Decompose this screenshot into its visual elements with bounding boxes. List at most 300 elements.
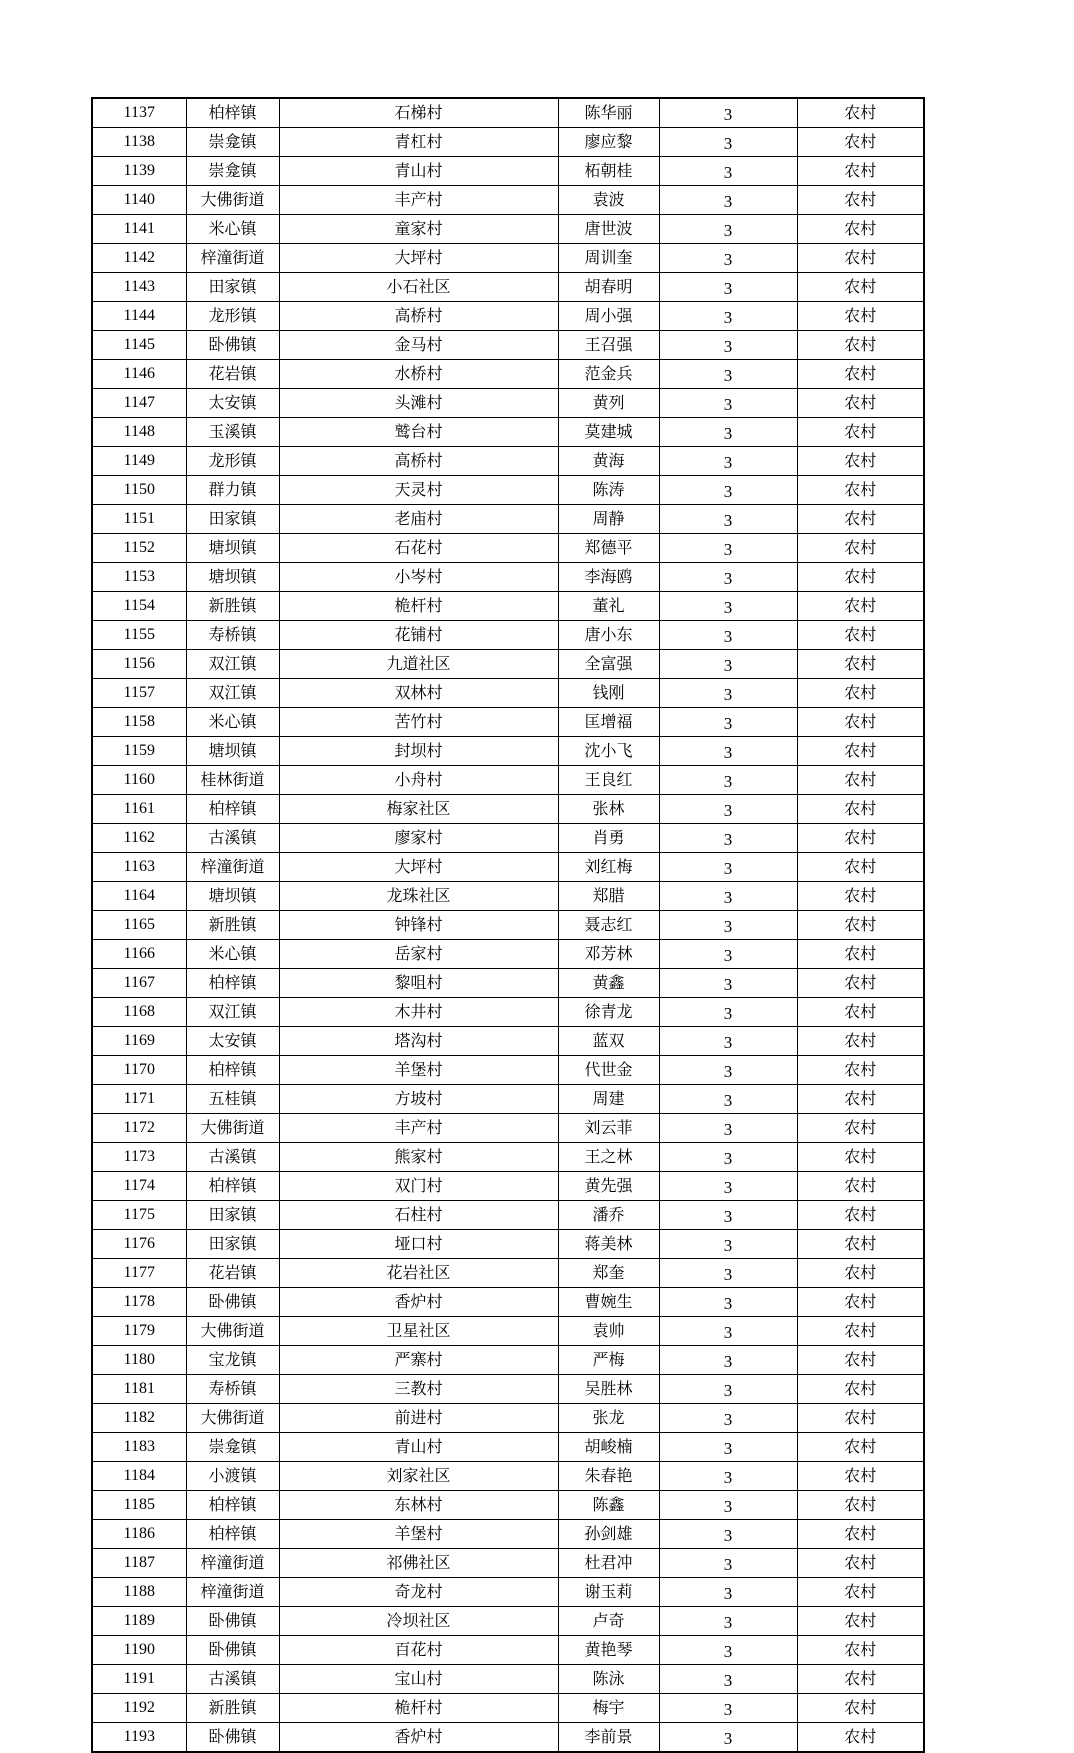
row-number-cell: 1145: [92, 331, 186, 360]
table-row: [92, 1317, 924, 1346]
village-cell: 大坪村: [279, 853, 558, 882]
row-number-cell: 1183: [92, 1433, 186, 1462]
table-row: [92, 360, 924, 389]
town-cell: 塘坝镇: [186, 534, 279, 563]
type-cell: 农村: [797, 940, 924, 969]
table-row: [92, 186, 924, 215]
town-cell: 卧佛镇: [186, 1723, 279, 1753]
name-cell: 陈涛: [558, 476, 659, 505]
name-cell: 沈小飞: [558, 737, 659, 766]
village-cell: 廖家村: [279, 824, 558, 853]
count-cell: 3: [659, 998, 797, 1027]
type-cell: 农村: [797, 128, 924, 157]
town-cell: 米心镇: [186, 708, 279, 737]
village-cell: 香炉村: [279, 1723, 558, 1753]
type-cell: 农村: [797, 302, 924, 331]
type-cell: 农村: [797, 1201, 924, 1230]
table-row: [92, 302, 924, 331]
town-cell: 崇龛镇: [186, 128, 279, 157]
row-number-cell: 1175: [92, 1201, 186, 1230]
type-cell: 农村: [797, 360, 924, 389]
count-cell: 3: [659, 302, 797, 331]
type-cell: 农村: [797, 766, 924, 795]
type-cell: 农村: [797, 244, 924, 273]
row-number-cell: 1144: [92, 302, 186, 331]
village-cell: 鹫台村: [279, 418, 558, 447]
table-row: [92, 476, 924, 505]
table-row: [92, 650, 924, 679]
row-number-cell: 1167: [92, 969, 186, 998]
table-row: [92, 244, 924, 273]
table-row: [92, 505, 924, 534]
name-cell: 梅宇: [558, 1694, 659, 1723]
count-cell: 3: [659, 98, 797, 128]
type-cell: 农村: [797, 98, 924, 128]
village-cell: 头滩村: [279, 389, 558, 418]
type-cell: 农村: [797, 679, 924, 708]
count-cell: 3: [659, 1549, 797, 1578]
name-cell: 袁波: [558, 186, 659, 215]
type-cell: 农村: [797, 882, 924, 911]
type-cell: 农村: [797, 737, 924, 766]
village-cell: 小岑村: [279, 563, 558, 592]
village-cell: 方坡村: [279, 1085, 558, 1114]
village-cell: 苦竹村: [279, 708, 558, 737]
type-cell: 农村: [797, 853, 924, 882]
name-cell: 孙剑雄: [558, 1520, 659, 1549]
table-row: [92, 1607, 924, 1636]
table-row: [92, 1085, 924, 1114]
village-cell: 青山村: [279, 157, 558, 186]
name-cell: 邓芳林: [558, 940, 659, 969]
type-cell: 农村: [797, 1172, 924, 1201]
town-cell: 柏梓镇: [186, 98, 279, 128]
name-cell: 钱刚: [558, 679, 659, 708]
town-cell: 柏梓镇: [186, 795, 279, 824]
type-cell: 农村: [797, 1520, 924, 1549]
town-cell: 柏梓镇: [186, 969, 279, 998]
table-row: [92, 447, 924, 476]
table-row: [92, 389, 924, 418]
table-row: [92, 1172, 924, 1201]
town-cell: 古溪镇: [186, 1143, 279, 1172]
row-number-cell: 1168: [92, 998, 186, 1027]
count-cell: 3: [659, 505, 797, 534]
count-cell: 3: [659, 882, 797, 911]
record-table-body: [92, 98, 924, 1752]
table-row: [92, 1143, 924, 1172]
village-cell: 丰产村: [279, 186, 558, 215]
village-cell: 龙珠社区: [279, 882, 558, 911]
table-row: [92, 1346, 924, 1375]
type-cell: 农村: [797, 1723, 924, 1753]
town-cell: 大佛街道: [186, 1317, 279, 1346]
count-cell: 3: [659, 824, 797, 853]
table-row: [92, 157, 924, 186]
count-cell: 3: [659, 1578, 797, 1607]
count-cell: 3: [659, 1317, 797, 1346]
name-cell: 张林: [558, 795, 659, 824]
town-cell: 龙形镇: [186, 447, 279, 476]
village-cell: 高桥村: [279, 447, 558, 476]
village-cell: 封坝村: [279, 737, 558, 766]
name-cell: 袁帅: [558, 1317, 659, 1346]
village-cell: 刘家社区: [279, 1462, 558, 1491]
town-cell: 宝龙镇: [186, 1346, 279, 1375]
type-cell: 农村: [797, 215, 924, 244]
town-cell: 塘坝镇: [186, 737, 279, 766]
town-cell: 塘坝镇: [186, 882, 279, 911]
count-cell: 3: [659, 650, 797, 679]
row-number-cell: 1191: [92, 1665, 186, 1694]
type-cell: 农村: [797, 418, 924, 447]
row-number-cell: 1189: [92, 1607, 186, 1636]
count-cell: 3: [659, 273, 797, 302]
table-row: [92, 98, 924, 128]
row-number-cell: 1161: [92, 795, 186, 824]
type-cell: 农村: [797, 708, 924, 737]
village-cell: 冷坝社区: [279, 1607, 558, 1636]
record-table: [91, 97, 925, 1753]
village-cell: 奇龙村: [279, 1578, 558, 1607]
village-cell: 石梯村: [279, 98, 558, 128]
table-row: [92, 853, 924, 882]
town-cell: 新胜镇: [186, 1694, 279, 1723]
row-number-cell: 1138: [92, 128, 186, 157]
village-cell: 石柱村: [279, 1201, 558, 1230]
town-cell: 小渡镇: [186, 1462, 279, 1491]
type-cell: 农村: [797, 824, 924, 853]
row-number-cell: 1186: [92, 1520, 186, 1549]
table-row: [92, 215, 924, 244]
village-cell: 羊堡村: [279, 1520, 558, 1549]
name-cell: 曹婉生: [558, 1288, 659, 1317]
town-cell: 五桂镇: [186, 1085, 279, 1114]
name-cell: 吴胜林: [558, 1375, 659, 1404]
count-cell: 3: [659, 186, 797, 215]
village-cell: 石花村: [279, 534, 558, 563]
village-cell: 羊堡村: [279, 1056, 558, 1085]
village-cell: 严寨村: [279, 1346, 558, 1375]
row-number-cell: 1150: [92, 476, 186, 505]
table-row: [92, 969, 924, 998]
town-cell: 崇龛镇: [186, 157, 279, 186]
count-cell: 3: [659, 128, 797, 157]
town-cell: 田家镇: [186, 1230, 279, 1259]
count-cell: 3: [659, 1636, 797, 1665]
table-row: [92, 534, 924, 563]
count-cell: 3: [659, 1433, 797, 1462]
table-row: [92, 1694, 924, 1723]
row-number-cell: 1192: [92, 1694, 186, 1723]
table-row: [92, 824, 924, 853]
name-cell: 周小强: [558, 302, 659, 331]
count-cell: 3: [659, 1462, 797, 1491]
type-cell: 农村: [797, 1433, 924, 1462]
row-number-cell: 1181: [92, 1375, 186, 1404]
table-row: [92, 766, 924, 795]
row-number-cell: 1160: [92, 766, 186, 795]
name-cell: 郑腊: [558, 882, 659, 911]
type-cell: 农村: [797, 1346, 924, 1375]
count-cell: 3: [659, 1259, 797, 1288]
row-number-cell: 1143: [92, 273, 186, 302]
type-cell: 农村: [797, 563, 924, 592]
row-number-cell: 1188: [92, 1578, 186, 1607]
row-number-cell: 1156: [92, 650, 186, 679]
town-cell: 寿桥镇: [186, 621, 279, 650]
name-cell: 王良红: [558, 766, 659, 795]
table-row: [92, 273, 924, 302]
name-cell: 黄艳琴: [558, 1636, 659, 1665]
village-cell: 木井村: [279, 998, 558, 1027]
town-cell: 古溪镇: [186, 824, 279, 853]
table-row: [92, 882, 924, 911]
row-number-cell: 1187: [92, 1549, 186, 1578]
village-cell: 高桥村: [279, 302, 558, 331]
row-number-cell: 1153: [92, 563, 186, 592]
table-row: [92, 1520, 924, 1549]
count-cell: 3: [659, 418, 797, 447]
town-cell: 太安镇: [186, 1027, 279, 1056]
row-number-cell: 1147: [92, 389, 186, 418]
row-number-cell: 1172: [92, 1114, 186, 1143]
village-cell: 东林村: [279, 1491, 558, 1520]
village-cell: 花铺村: [279, 621, 558, 650]
count-cell: 3: [659, 853, 797, 882]
table-row: [92, 1288, 924, 1317]
town-cell: 梓潼街道: [186, 853, 279, 882]
table-row: [92, 563, 924, 592]
count-cell: 3: [659, 1143, 797, 1172]
name-cell: 柘朝桂: [558, 157, 659, 186]
type-cell: 农村: [797, 1636, 924, 1665]
count-cell: 3: [659, 331, 797, 360]
count-cell: 3: [659, 244, 797, 273]
count-cell: 3: [659, 1694, 797, 1723]
town-cell: 双江镇: [186, 679, 279, 708]
row-number-cell: 1193: [92, 1723, 186, 1753]
town-cell: 玉溪镇: [186, 418, 279, 447]
table-row: [92, 418, 924, 447]
type-cell: 农村: [797, 1027, 924, 1056]
town-cell: 米心镇: [186, 215, 279, 244]
table-row: [92, 1114, 924, 1143]
row-number-cell: 1164: [92, 882, 186, 911]
name-cell: 杜君冲: [558, 1549, 659, 1578]
row-number-cell: 1139: [92, 157, 186, 186]
village-cell: 岳家村: [279, 940, 558, 969]
type-cell: 农村: [797, 1549, 924, 1578]
table-row: [92, 1056, 924, 1085]
count-cell: 3: [659, 621, 797, 650]
count-cell: 3: [659, 737, 797, 766]
count-cell: 3: [659, 1288, 797, 1317]
count-cell: 3: [659, 1520, 797, 1549]
village-cell: 黎咀村: [279, 969, 558, 998]
town-cell: 柏梓镇: [186, 1491, 279, 1520]
table-row: [92, 1578, 924, 1607]
row-number-cell: 1155: [92, 621, 186, 650]
type-cell: 农村: [797, 1404, 924, 1433]
row-number-cell: 1178: [92, 1288, 186, 1317]
name-cell: 朱春艳: [558, 1462, 659, 1491]
count-cell: 3: [659, 447, 797, 476]
row-number-cell: 1159: [92, 737, 186, 766]
village-cell: 卫星社区: [279, 1317, 558, 1346]
type-cell: 农村: [797, 1578, 924, 1607]
row-number-cell: 1165: [92, 911, 186, 940]
count-cell: 3: [659, 592, 797, 621]
table-row: [92, 1636, 924, 1665]
town-cell: 田家镇: [186, 273, 279, 302]
town-cell: 卧佛镇: [186, 1288, 279, 1317]
name-cell: 聂志红: [558, 911, 659, 940]
town-cell: 古溪镇: [186, 1665, 279, 1694]
row-number-cell: 1141: [92, 215, 186, 244]
name-cell: 周训奎: [558, 244, 659, 273]
village-cell: 童家村: [279, 215, 558, 244]
type-cell: 农村: [797, 476, 924, 505]
town-cell: 新胜镇: [186, 592, 279, 621]
village-cell: 钟锋村: [279, 911, 558, 940]
row-number-cell: 1166: [92, 940, 186, 969]
table-row: [92, 1230, 924, 1259]
row-number-cell: 1170: [92, 1056, 186, 1085]
table-row: [92, 1549, 924, 1578]
type-cell: 农村: [797, 1259, 924, 1288]
type-cell: 农村: [797, 795, 924, 824]
town-cell: 双江镇: [186, 650, 279, 679]
type-cell: 农村: [797, 1694, 924, 1723]
count-cell: 3: [659, 940, 797, 969]
type-cell: 农村: [797, 650, 924, 679]
name-cell: 唐世波: [558, 215, 659, 244]
town-cell: 双江镇: [186, 998, 279, 1027]
town-cell: 崇龛镇: [186, 1433, 279, 1462]
type-cell: 农村: [797, 534, 924, 563]
row-number-cell: 1174: [92, 1172, 186, 1201]
row-number-cell: 1149: [92, 447, 186, 476]
town-cell: 群力镇: [186, 476, 279, 505]
name-cell: 潘乔: [558, 1201, 659, 1230]
name-cell: 全富强: [558, 650, 659, 679]
row-number-cell: 1182: [92, 1404, 186, 1433]
count-cell: 3: [659, 1056, 797, 1085]
name-cell: 莫建城: [558, 418, 659, 447]
count-cell: 3: [659, 1114, 797, 1143]
town-cell: 塘坝镇: [186, 563, 279, 592]
type-cell: 农村: [797, 389, 924, 418]
type-cell: 农村: [797, 186, 924, 215]
row-number-cell: 1157: [92, 679, 186, 708]
name-cell: 黄列: [558, 389, 659, 418]
count-cell: 3: [659, 1346, 797, 1375]
village-cell: 宝山村: [279, 1665, 558, 1694]
name-cell: 郑奎: [558, 1259, 659, 1288]
type-cell: 农村: [797, 592, 924, 621]
town-cell: 田家镇: [186, 505, 279, 534]
row-number-cell: 1190: [92, 1636, 186, 1665]
row-number-cell: 1177: [92, 1259, 186, 1288]
town-cell: 柏梓镇: [186, 1056, 279, 1085]
table-row: [92, 1375, 924, 1404]
name-cell: 徐青龙: [558, 998, 659, 1027]
name-cell: 刘红梅: [558, 853, 659, 882]
row-number-cell: 1163: [92, 853, 186, 882]
name-cell: 范金兵: [558, 360, 659, 389]
name-cell: 陈鑫: [558, 1491, 659, 1520]
village-cell: 天灵村: [279, 476, 558, 505]
village-cell: 香炉村: [279, 1288, 558, 1317]
type-cell: 农村: [797, 1607, 924, 1636]
table-row: [92, 1259, 924, 1288]
name-cell: 代世金: [558, 1056, 659, 1085]
town-cell: 大佛街道: [186, 186, 279, 215]
count-cell: 3: [659, 360, 797, 389]
town-cell: 桂林街道: [186, 766, 279, 795]
town-cell: 大佛街道: [186, 1114, 279, 1143]
type-cell: 农村: [797, 157, 924, 186]
name-cell: 郑德平: [558, 534, 659, 563]
name-cell: 黄先强: [558, 1172, 659, 1201]
type-cell: 农村: [797, 1230, 924, 1259]
village-cell: 塔沟村: [279, 1027, 558, 1056]
village-cell: 百花村: [279, 1636, 558, 1665]
name-cell: 王之林: [558, 1143, 659, 1172]
row-number-cell: 1173: [92, 1143, 186, 1172]
village-cell: 双门村: [279, 1172, 558, 1201]
name-cell: 肖勇: [558, 824, 659, 853]
village-cell: 水桥村: [279, 360, 558, 389]
row-number-cell: 1185: [92, 1491, 186, 1520]
village-cell: 熊家村: [279, 1143, 558, 1172]
village-cell: 青山村: [279, 1433, 558, 1462]
count-cell: 3: [659, 708, 797, 737]
table-row: [92, 998, 924, 1027]
count-cell: 3: [659, 1201, 797, 1230]
count-cell: 3: [659, 563, 797, 592]
count-cell: 3: [659, 157, 797, 186]
table-row: [92, 1723, 924, 1753]
town-cell: 龙形镇: [186, 302, 279, 331]
village-cell: 三教村: [279, 1375, 558, 1404]
table-row: [92, 1491, 924, 1520]
town-cell: 卧佛镇: [186, 1607, 279, 1636]
type-cell: 农村: [797, 1085, 924, 1114]
village-cell: 九道社区: [279, 650, 558, 679]
type-cell: 农村: [797, 998, 924, 1027]
town-cell: 柏梓镇: [186, 1172, 279, 1201]
type-cell: 农村: [797, 969, 924, 998]
table-row: [92, 940, 924, 969]
village-cell: 前进村: [279, 1404, 558, 1433]
row-number-cell: 1158: [92, 708, 186, 737]
table-row: [92, 1201, 924, 1230]
name-cell: 胡春明: [558, 273, 659, 302]
type-cell: 农村: [797, 331, 924, 360]
row-number-cell: 1146: [92, 360, 186, 389]
count-cell: 3: [659, 1607, 797, 1636]
name-cell: 匡增福: [558, 708, 659, 737]
name-cell: 谢玉莉: [558, 1578, 659, 1607]
row-number-cell: 1180: [92, 1346, 186, 1375]
village-cell: 丰产村: [279, 1114, 558, 1143]
row-number-cell: 1171: [92, 1085, 186, 1114]
town-cell: 大佛街道: [186, 1404, 279, 1433]
table-row: [92, 1404, 924, 1433]
type-cell: 农村: [797, 1288, 924, 1317]
